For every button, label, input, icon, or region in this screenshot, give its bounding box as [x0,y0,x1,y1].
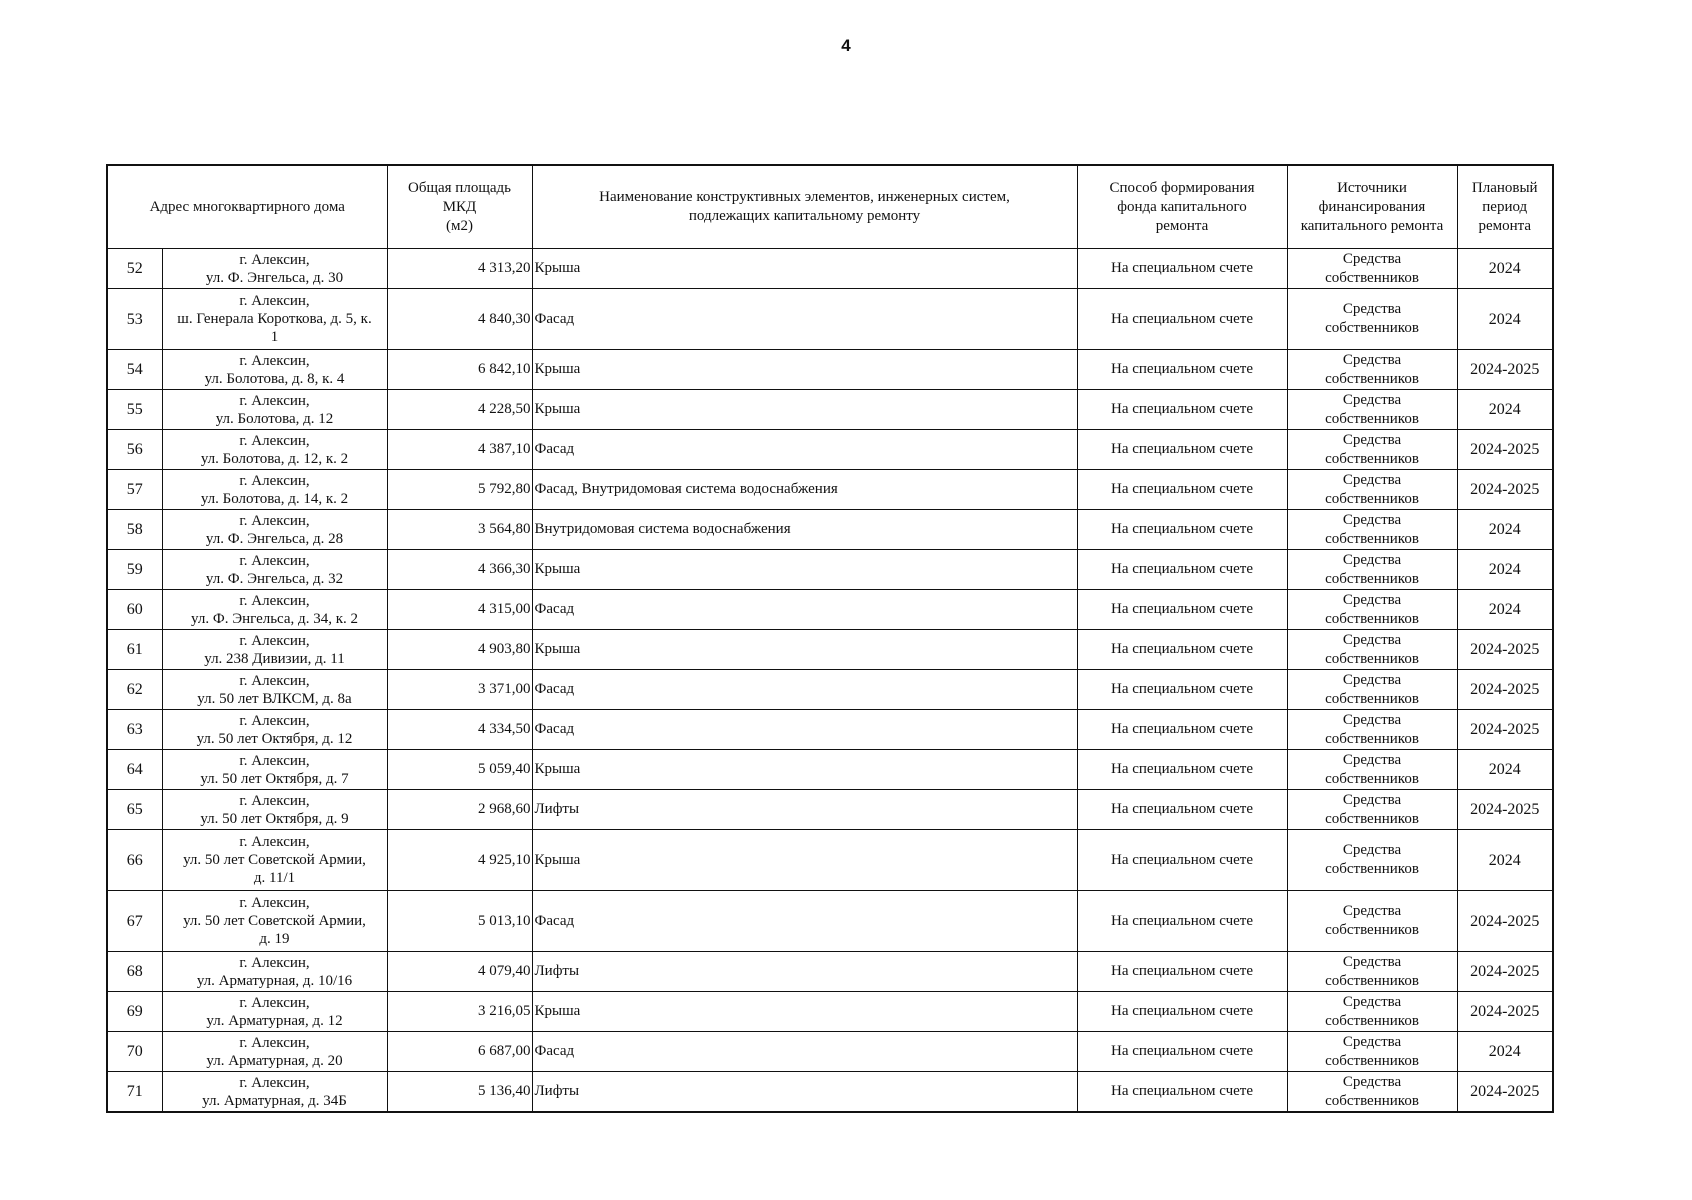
source-line-1: Средства [1342,1033,1402,1050]
row-area: 4 315,00 [387,590,532,630]
row-source [1287,249,1457,289]
source-line-1: Средства [1342,842,1402,858]
row-elements: Крыша [532,750,1077,790]
row-area: 4 840,30 [387,289,532,350]
table-row [107,1072,1553,1113]
row-period: 2024-2025 [1457,992,1553,1032]
table-row [107,830,1553,891]
row-address [162,430,387,470]
address-city: г. Алексин, [239,752,310,769]
table-row [107,430,1553,470]
row-area: 5 792,80 [387,470,532,510]
row-area: 5 013,10 [387,891,532,952]
row-elements: Крыша [532,830,1077,891]
source-line-2: собственников [1325,370,1419,387]
address-city: г. Алексин, [239,352,310,369]
header-period-line: период [1482,198,1528,215]
row-elements: Крыша [532,350,1077,390]
row-number: 67 [107,891,162,952]
address-street: ул. 50 лет Октября, д. 9 [200,810,349,827]
row-number: 71 [107,1072,162,1113]
address-city: г. Алексин, [239,672,310,689]
header-area-line: Общая площадь [407,179,511,196]
address-street: ул. Арматурная, д. 34Б [202,1092,347,1109]
row-elements: Фасад [532,710,1077,750]
row-area: 6 687,00 [387,1032,532,1072]
address-street: ул. 50 лет ВЛКСМ, д. 8а [197,690,352,707]
row-number: 62 [107,670,162,710]
row-method: На специальном счете [1077,750,1287,790]
address-street: ул. Арматурная, д. 10/16 [196,972,353,989]
row-period: 2024 [1457,830,1553,891]
row-method: На специальном счете [1077,630,1287,670]
row-elements: Лифты [532,790,1077,830]
row-method: На специальном счете [1077,670,1287,710]
row-address [162,350,387,390]
row-area: 3 216,05 [387,992,532,1032]
header-period [1457,165,1553,249]
address-street: ул. 50 лет Советской Армии, [183,913,366,929]
row-number: 54 [107,350,162,390]
row-number: 63 [107,710,162,750]
row-number: 61 [107,630,162,670]
row-number: 68 [107,952,162,992]
row-elements: Фасад, Внутридомовая система водоснабжения [532,470,1077,510]
source-line-2: собственников [1325,450,1419,467]
address-street: ул. 50 лет Октября, д. 7 [200,770,349,787]
table-row [107,952,1553,992]
row-number: 60 [107,590,162,630]
row-period: 2024 [1457,510,1553,550]
source-line-2: собственников [1325,1052,1419,1069]
address-street-cont: д. 19 [259,931,290,947]
row-address [162,510,387,550]
row-period: 2024-2025 [1457,350,1553,390]
row-elements: Фасад [532,430,1077,470]
source-line-1: Средства [1342,953,1402,970]
row-area: 5 059,40 [387,750,532,790]
row-method: На специальном счете [1077,830,1287,891]
table-row [107,249,1553,289]
row-source [1287,750,1457,790]
table-row [107,670,1553,710]
source-line-2: собственников [1325,972,1419,989]
row-source [1287,790,1457,830]
source-line-1: Средства [1342,431,1402,448]
source-line-2: собственников [1325,922,1419,938]
row-source [1287,350,1457,390]
source-line-2: собственников [1325,490,1419,507]
row-elements: Фасад [532,289,1077,350]
header-source [1287,165,1457,249]
row-method: На специальном счете [1077,249,1287,289]
row-number: 59 [107,550,162,590]
row-method: На специальном счете [1077,390,1287,430]
row-source [1287,430,1457,470]
address-city: г. Алексин, [239,392,310,409]
table-row [107,550,1553,590]
address-city: г. Алексин, [239,432,310,449]
page-number: 4 [841,36,851,55]
row-period: 2024-2025 [1457,470,1553,510]
table-row [107,992,1553,1032]
address-city: г. Алексин, [239,954,310,971]
header-source-line: финансирования [1318,198,1426,215]
address-street: ул. Болотова, д. 8, к. 4 [204,370,345,387]
row-method: На специальном счете [1077,1032,1287,1072]
row-source [1287,891,1457,952]
source-line-1: Средства [1342,711,1402,728]
row-period: 2024-2025 [1457,891,1553,952]
address-city: г. Алексин, [239,592,310,609]
row-method: На специальном счете [1077,710,1287,750]
address-street: ул. Болотова, д. 14, к. 2 [200,490,349,507]
row-area: 6 842,10 [387,350,532,390]
source-line-2: собственников [1325,650,1419,667]
source-line-1: Средства [1342,903,1402,919]
address-city: г. Алексин, [239,712,310,729]
row-source [1287,630,1457,670]
row-source [1287,470,1457,510]
row-address [162,1032,387,1072]
header-method-line: Способ формирования [1109,179,1255,196]
address-street: ул. Арматурная, д. 20 [206,1052,343,1069]
address-street: ул. Ф. Энгельса, д. 30 [205,269,344,286]
row-period: 2024 [1457,390,1553,430]
row-number: 65 [107,790,162,830]
row-method: На специальном счете [1077,790,1287,830]
row-source [1287,390,1457,430]
row-source [1287,590,1457,630]
row-period: 2024 [1457,590,1553,630]
row-area: 4 903,80 [387,630,532,670]
row-address [162,710,387,750]
row-source [1287,992,1457,1032]
row-address [162,830,387,891]
source-line-2: собственников [1325,690,1419,707]
source-line-2: собственников [1325,410,1419,427]
source-line-1: Средства [1342,591,1402,608]
header-period-line: ремонта [1478,217,1532,234]
header-area [387,165,532,249]
header-source-line: капитального ремонта [1300,217,1444,234]
row-method: На специальном счете [1077,510,1287,550]
row-elements: Крыша [532,550,1077,590]
row-elements: Фасад [532,590,1077,630]
row-elements: Внутридомовая система водоснабжения [532,510,1077,550]
row-address [162,790,387,830]
row-elements: Фасад [532,891,1077,952]
source-line-1: Средства [1342,671,1402,688]
row-period: 2024 [1457,1032,1553,1072]
row-number: 70 [107,1032,162,1072]
header-elements-line: подлежащих капитальному ремонту [688,208,921,224]
row-address [162,952,387,992]
header-area-line: МКД [442,198,477,215]
table-row [107,710,1553,750]
source-line-1: Средства [1342,551,1402,568]
row-source [1287,952,1457,992]
row-elements: Лифты [532,952,1077,992]
row-source [1287,710,1457,750]
row-method: На специальном счете [1077,992,1287,1032]
row-area: 4 079,40 [387,952,532,992]
address-street: ул. Ф. Энгельса, д. 32 [205,570,344,587]
row-area: 4 313,20 [387,249,532,289]
row-period: 2024-2025 [1457,630,1553,670]
row-number: 58 [107,510,162,550]
address-city: г. Алексин, [239,994,310,1011]
table-row [107,1032,1553,1072]
row-area: 5 136,40 [387,1072,532,1113]
header-source-line: Источники [1337,179,1407,196]
table-row [107,390,1553,430]
row-address [162,390,387,430]
row-elements: Крыша [532,249,1077,289]
row-period: 2024-2025 [1457,790,1553,830]
header-period-line: Плановый [1471,179,1538,196]
row-method: На специальном счете [1077,590,1287,630]
source-line-1: Средства [1342,1073,1402,1090]
row-source [1287,830,1457,891]
address-street: ул. 238 Дивизии, д. 11 [204,650,345,667]
row-number: 55 [107,390,162,430]
address-city: г. Алексин, [239,632,310,649]
source-line-2: собственников [1325,320,1419,336]
address-city: г. Алексин, [239,552,310,569]
row-source [1287,550,1457,590]
row-method: На специальном счете [1077,952,1287,992]
row-source [1287,1032,1457,1072]
repair-plan-table [106,164,1554,1113]
row-period: 2024 [1457,249,1553,289]
row-number: 56 [107,430,162,470]
row-area: 2 968,60 [387,790,532,830]
header-elements-line: Наименование конструктивных элементов, инженерных систем, [599,189,1010,205]
row-number: 52 [107,249,162,289]
row-area: 3 371,00 [387,670,532,710]
source-line-2: собственников [1325,530,1419,547]
row-elements: Лифты [532,1072,1077,1113]
row-period: 2024 [1457,550,1553,590]
header-address: Адрес многоквартирного дома [107,165,387,249]
row-number: 57 [107,470,162,510]
source-line-1: Средства [1342,993,1402,1010]
row-address [162,550,387,590]
row-period: 2024 [1457,750,1553,790]
header-method [1077,165,1287,249]
row-address [162,670,387,710]
address-street: ул. Ф. Энгельса, д. 34, к. 2 [191,610,358,627]
address-city: г. Алексин, [239,1034,310,1051]
row-number: 69 [107,992,162,1032]
row-address [162,470,387,510]
row-address [162,992,387,1032]
address-city: г. Алексин, [239,512,310,529]
row-method: На специальном счете [1077,891,1287,952]
source-line-2: собственников [1325,730,1419,747]
header-method-line: ремонта [1155,217,1209,234]
address-city: г. Алексин, [239,895,310,911]
source-line-1: Средства [1342,791,1402,808]
row-period: 2024-2025 [1457,670,1553,710]
source-line-2: собственников [1325,770,1419,787]
row-area: 4 334,50 [387,710,532,750]
source-line-2: собственников [1325,1092,1419,1109]
row-elements: Крыша [532,390,1077,430]
row-method: На специальном счете [1077,550,1287,590]
source-line-2: собственников [1325,610,1419,627]
table-body [107,249,1553,1113]
address-city: г. Алексин, [239,834,310,850]
source-line-2: собственников [1325,269,1419,286]
row-address [162,891,387,952]
header-method-line: фонда капитального [1117,198,1247,215]
address-street: ш. Генерала Короткова, д. 5, к. [177,311,372,327]
row-source [1287,510,1457,550]
address-street: ул. Болотова, д. 12 [215,410,334,427]
row-method: На специальном счете [1077,470,1287,510]
source-line-1: Средства [1342,751,1402,768]
address-street: ул. Ф. Энгельса, д. 28 [205,530,344,547]
row-method: На специальном счете [1077,350,1287,390]
source-line-2: собственников [1325,570,1419,587]
row-area: 4 925,10 [387,830,532,891]
row-number: 66 [107,830,162,891]
table-row [107,891,1553,952]
table-row [107,289,1553,350]
row-elements: Крыша [532,630,1077,670]
row-period: 2024-2025 [1457,1072,1553,1113]
table-row [107,790,1553,830]
address-street: ул. Арматурная, д. 12 [206,1012,343,1029]
address-city: г. Алексин, [239,293,310,309]
table-row [107,630,1553,670]
header-area-line: (м2) [446,217,473,234]
row-source [1287,1072,1457,1113]
address-city: г. Алексин, [239,792,310,809]
address-city: г. Алексин, [239,1074,310,1091]
address-street: ул. Болотова, д. 12, к. 2 [200,450,349,467]
table-row [107,590,1553,630]
row-period: 2024-2025 [1457,430,1553,470]
source-line-2: собственников [1325,1012,1419,1029]
row-address [162,630,387,670]
source-line-1: Средства [1342,250,1402,267]
table-row [107,510,1553,550]
table-row [107,750,1553,790]
row-period: 2024-2025 [1457,952,1553,992]
source-line-1: Средства [1342,631,1402,648]
row-elements: Фасад [532,670,1077,710]
row-method: На специальном счете [1077,289,1287,350]
source-line-1: Средства [1342,301,1402,317]
row-area: 4 228,50 [387,390,532,430]
source-line-1: Средства [1342,471,1402,488]
row-number: 53 [107,289,162,350]
row-address [162,1072,387,1113]
row-period: 2024-2025 [1457,710,1553,750]
row-address [162,750,387,790]
address-city: г. Алексин, [239,251,310,268]
row-area: 3 564,80 [387,510,532,550]
row-address [162,590,387,630]
row-method: На специальном счете [1077,430,1287,470]
source-line-1: Средства [1342,391,1402,408]
source-line-1: Средства [1342,511,1402,528]
address-street: ул. 50 лет Октября, д. 12 [196,730,353,747]
table-row [107,470,1553,510]
row-area: 4 366,30 [387,550,532,590]
address-street: ул. 50 лет Советской Армии, [183,852,366,868]
source-line-2: собственников [1325,861,1419,877]
row-source [1287,289,1457,350]
row-elements: Крыша [532,992,1077,1032]
source-line-1: Средства [1342,351,1402,368]
row-area: 4 387,10 [387,430,532,470]
table-header-row [107,165,1553,249]
header-elements [532,165,1077,249]
row-source [1287,670,1457,710]
row-address [162,289,387,350]
row-address [162,249,387,289]
row-period: 2024 [1457,289,1553,350]
address-street-cont: д. 11/1 [253,870,296,886]
row-elements: Фасад [532,1032,1077,1072]
address-city: г. Алексин, [239,472,310,489]
row-number: 64 [107,750,162,790]
source-line-2: собственников [1325,810,1419,827]
table-row [107,350,1553,390]
row-method: На специальном счете [1077,1072,1287,1113]
address-street-cont: 1 [270,329,279,345]
